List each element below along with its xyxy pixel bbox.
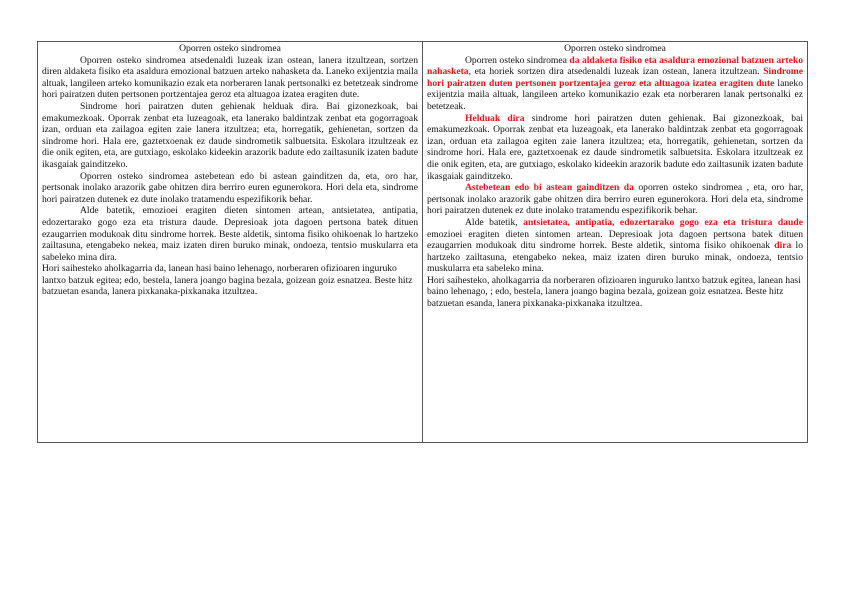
- left-paragraph-5: Hori saihesteko aholkagarria da, lanean hasi baino lehenago, norberaren ofizioaren inguruko lantxo batzuk egitea; edo, bestela, lanera joango bagina bezala, goizean goiz esnatzea. Beste hitz batzuetan esanda, lanera pixkanaka-pixkanaka itzultzea.: [42, 263, 413, 298]
- highlight-run: Helduak dira: [465, 112, 525, 124]
- right-title: Oporren osteko sindromea: [564, 43, 666, 54]
- right-paragraph-3: [427, 182, 803, 217]
- left-paragraph-3: Oporren osteko sindromea astebetean edo bi astean gainditzen da, eta, oro har, pertsonak inolako arazorik gabe ohitzen dira berriro euren egunerokora. Hori dela eta, sindrome hori pairatzen dutenek ez dute inolako tratamendu espezifikorik behar.: [42, 170, 418, 205]
- left-paragraph-2: Sindrome hori pairatzen duten gehienak helduak dira. Bai gizonezkoak, bai emakumezkoak. Oporrak zenbat eta luzeagoak, eta lanerako baldintzak zenbat eta gogorragoak izan, orduan eta zailagoa egiten zaie lanera itzultzea; eta, horregatik, gehienetan, sortzen da sindrome hori. Hala ere, gaztetxoenak ez daude sindrometik salbuetsita. Eskolara itzultzeak ez die onik egiten, eta, are gutxiago, eskolako kideekin arazorik badute edo zailtasunik izaten badute ikasgaiak gainditzeko.: [42, 100, 418, 170]
- highlight-run: Sindrome hori pairatzen duten pertsonen portzentajea geroz eta altuagoa izatea eragiten dute: [427, 66, 803, 89]
- left-paragraph-4: Alde batetik, emozioei eragiten dieten sintomen artean, antsietatea, antipatia, edozertarako gogo eza eta tristura daude. Depresioak jota dagoen pertsona batek dituen ezaugarrien modukoak ditu sindrome horrek. Beste aldetik, sintoma fisiko ohikoenak lo hartzeko zailtasuna, etengabeko nekea, maiz izaten diren buruko minak, ondoeza, tentsio muskularra eta sabeleko mina dira.: [42, 205, 418, 263]
- table-row: [38, 42, 808, 443]
- text-run: , eta horiek sortzen dira atsedenaldi luzeak izan ostean, lanera itzultzean.: [468, 66, 764, 78]
- text-run: lo hartzeko zailtasuna, etengabeko nekea, maiz izaten diren buruko minak, ondoeza, tentsio muskularra eta sabeleko mina.: [427, 240, 803, 275]
- right-paragraph-1: [427, 55, 803, 113]
- text-run: oporren osteko sindromea , eta, oro har, pertsonak inolako arazorik gabe ohitzen dira berriro euren egunerokora. Hori dela eta, sindrome hori pairatzen dutenek ez dute inolako tratamendu espezifikorik behar.: [427, 182, 803, 217]
- text-run: Oporren osteko sindromea: [465, 54, 570, 66]
- comparison-table: [37, 41, 808, 443]
- left-title: Oporren osteko sindromea: [179, 43, 281, 54]
- text-run: sindrome hori pairatzen duten gehienak. Bai gizonezkoak, bai emakumezkoak. Oporrak zenbat eta luzeagoak, eta lanerako baldintzak zenbat eta gogorragoak izan, orduan eta zailagoa egiten zaie lanera itzultzea; eta, horregatik, gehienetan, sortzen da sindrome hori. Hala ere, gaztetxoenak ez daude sindrometik salbuetsita. Eskolara itzultzeak ez die onik egiten, eta, are gutxiago, eskolako kideekin arazorik badute edo zailtasunik izaten badute ikasgaiak gainditzeko.: [427, 112, 803, 182]
- highlight-run: dira: [774, 240, 792, 252]
- text-run: Alde batetik,: [465, 216, 524, 228]
- left-column: [38, 42, 423, 443]
- highlight-run: Astebetean edo bi astean gainditzen da: [465, 182, 634, 194]
- text-run: emozioei eragiten dieten sintomen artean. Depresioak jota dagoen pertsona batek dituen ezaugarrien modukoak ditu sindrome horrek. Beste aldetik, sintoma fisiko ohikoenak: [427, 228, 803, 252]
- highlight-run: da aldaketa fisiko eta asaldura emozional batzuen arteko nahasketa: [427, 54, 803, 78]
- right-paragraph-5: Hori saihesteko, aholkagarria da norberaren ofizioaren inguruko lantxo batzuk egitea, lanean hasi baino lehenago, ; edo, bestela, lanera joango bagina bezala, goizean goiz esnatzea. Beste hitz batzuetan esanda, lanera pixkanaka-pixkanaka itzultzea.: [427, 274, 801, 310]
- left-paragraph-1: Oporren osteko sindromea atsedenaldi luzeak izan ostean, lanera itzultzean, sortzen diren aldaketa fisiko eta asaldura emozional batzuen arteko nahasketa da. Laneko exijentzia maila altuak, langileen arteko komunikazio ezak eta norberaren lanak pertsonalki ez betetzeak sindrome hori pairatzen duten pertsonen portzentajea geroz eta altuagoa izatea eragiten dute.: [42, 54, 418, 101]
- highlight-run: antsietatea, antipatia, edozertarako gogo eza eta tristura daude: [523, 216, 803, 228]
- right-paragraph-4: [427, 217, 803, 275]
- right-column: [423, 42, 808, 443]
- right-paragraph-2: [427, 113, 803, 183]
- text-run: laneko exijentzia maila altuak, langileen arteko komunikazio ezak eta norberaren lanak pertsonalki ez betetzeak.: [427, 77, 803, 112]
